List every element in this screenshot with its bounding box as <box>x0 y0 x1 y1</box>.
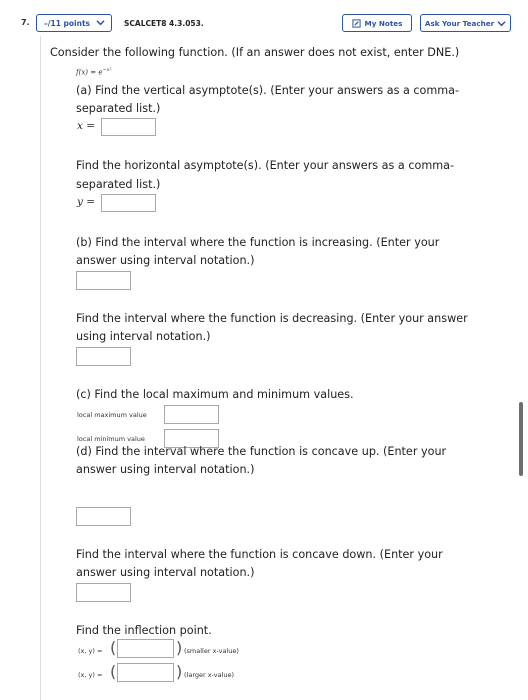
question-number: 7. <box>21 18 30 27</box>
close-paren-2: ) <box>176 662 183 681</box>
concave-down-prompt-line2: answer using interval notation.) <box>76 566 255 579</box>
close-paren-1: ) <box>176 638 183 657</box>
inflection-point-larger-input[interactable] <box>117 663 174 682</box>
increasing-interval-input[interactable] <box>76 271 131 290</box>
ask-teacher-label: Ask Your Teacher <box>424 19 495 28</box>
question-header <box>0 0 528 34</box>
concave-up-input[interactable] <box>76 507 131 526</box>
horizontal-asymptote-prompt-line2: separated list.) <box>76 178 161 191</box>
smaller-x-note: (smaller x-value) <box>184 647 239 655</box>
decreasing-interval-input[interactable] <box>76 347 131 366</box>
decreasing-prompt-line1: Find the interval where the function is decreasing. (Enter your answer <box>76 312 468 325</box>
inflection-point-smaller-input[interactable] <box>117 639 174 658</box>
my-notes-button[interactable] <box>342 14 412 32</box>
chevron-down-icon <box>497 19 506 30</box>
open-paren-1: ( <box>110 638 117 657</box>
part-c-prompt: (c) Find the local maximum and minimum values. <box>76 388 354 401</box>
horizontal-asymptote-input[interactable] <box>101 194 156 212</box>
horizontal-asymptote-prompt-line1: Find the horizontal asymptote(s). (Enter your answers as a comma- <box>76 159 455 172</box>
pair-label-2: (x, y) = <box>78 671 103 679</box>
problem-intro: Consider the following function. (If an answer does not exist, enter DNE.) <box>50 46 460 59</box>
inflection-prompt: Find the inflection point. <box>76 624 212 637</box>
pair-label-1: (x, y) = <box>78 647 103 655</box>
local-max-input[interactable] <box>164 405 219 424</box>
open-paren-2: ( <box>110 662 117 681</box>
decreasing-prompt-line2: using interval notation.) <box>76 330 211 343</box>
ask-teacher-button[interactable] <box>420 14 511 32</box>
part-d-prompt-line1: (d) Find the interval where the function is concave up. (Enter your <box>76 445 447 458</box>
chevron-down-icon <box>96 18 105 29</box>
concave-down-input[interactable] <box>76 583 131 602</box>
part-a-prompt-line1: (a) Find the vertical asymptote(s). (Enter your answers as a comma- <box>76 84 460 97</box>
notes-icon <box>352 19 361 30</box>
part-b-prompt-line2: answer using interval notation.) <box>76 254 255 267</box>
y-equals-label: y = <box>77 196 96 208</box>
concave-down-prompt-line1: Find the interval where the function is concave down. (Enter your <box>76 548 443 561</box>
part-d-prompt-line2: answer using interval notation.) <box>76 463 255 476</box>
part-a-prompt-line2: separated list.) <box>76 102 161 115</box>
my-notes-label: My Notes <box>364 19 403 28</box>
local-max-label: local maximum value <box>77 411 147 419</box>
x-equals-label: x = <box>77 120 96 132</box>
points-label: –/11 points <box>44 19 91 28</box>
larger-x-note: (larger x-value) <box>184 671 235 679</box>
local-min-label: local minimum value <box>77 435 145 443</box>
part-b-prompt-line1: (b) Find the interval where the function is increasing. (Enter your <box>76 236 440 249</box>
function-exponent: −x² <box>102 67 112 73</box>
scrollbar-thumb[interactable] <box>519 402 523 476</box>
problem-code: SCALCET8 4.3.053. <box>124 19 204 28</box>
vertical-asymptote-input[interactable] <box>101 118 156 136</box>
points-dropdown[interactable] <box>36 14 112 32</box>
function-definition: $f(x) = e^{-x^2}$ <box>76 67 112 77</box>
